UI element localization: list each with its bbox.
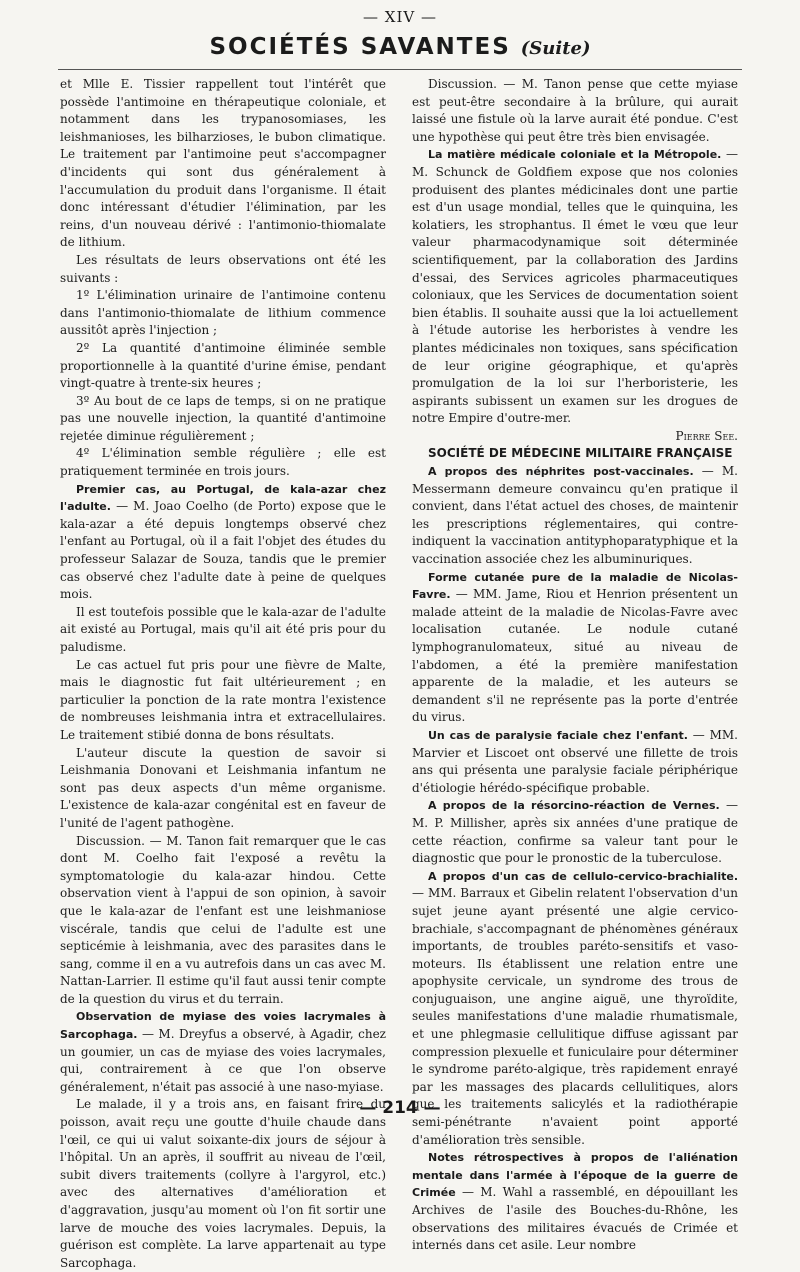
article-entry <box>412 146 738 428</box>
article-heading: Forme cutanée pure de la maladie de Nicolas-Favre. <box>412 570 738 602</box>
article-heading: Un cas de paralysie faciale chez l'enfant. <box>428 728 688 742</box>
article-text: — M. Joao Coelho (de Porto) expose que le kala-azar a été depuis longtemps observé chez l'enfant au Portugal, où il a fait l'objet des études du professeur Salazar de Souza, tandis que le premier cas observé chez l'adulte date à peine de quelques mois. <box>60 499 386 602</box>
paragraph: 2º La quantité d'antimoine éliminée semble proportionnelle à la quantité d'urine émise, pendant vingt-quatre à trente-six heures ; <box>60 340 386 391</box>
article-heading: La matière médicale coloniale et la Métropole. <box>428 148 722 162</box>
article-heading: A propos d'un cas de cellulo-cervico-brachialite. <box>428 869 738 883</box>
article-entry <box>60 481 386 604</box>
left-column <box>60 76 386 1272</box>
title-main: SOCIÉTÉS SAVANTES <box>209 34 511 60</box>
article-entry <box>412 727 738 797</box>
article-heading: Observation de myiase des voies lacrymales à Sarcophaga. <box>60 1010 386 1042</box>
signature: Pierre See. <box>675 428 738 443</box>
page-number: — 214 — <box>359 1098 441 1118</box>
paragraph: L'auteur discute la question de savoir si Leishmania Donovani et Leishmania infantum ne sont pas deux aspects d'un même organisme. L'existence de kala-azar congénital est en faveur de l'unité de l'agent pathogène. <box>60 745 386 830</box>
article-text: — M. Messermann demeure convaincu qu'en pratique il convient, dans l'état actuel des choses, de maintenir les prescriptions réglementaires, qui contre-indiquent la vaccination antityphoparatyphique et la vaccination associée chez les albuminuriques. <box>412 464 738 567</box>
title-suffix: (Suite) <box>520 38 591 59</box>
paragraph: Discussion. — M. Tanon fait remarquer que le cas dont M. Coelho fait l'exposé a revêtu la symptomatologie du kala-azar hindou. Cette observation vient à l'appui de son opinion, à savoir que le kala-azar de l'enfant est une leishmaniose viscérale, tandis que celui de l'adulte est une septicémie à leishmania, avec des parasites dans le sang, comme il en a vu autrefois dans un cas avec M. Nattan-Larrier. Il estime qu'il faut aussi tenir compte de la question du virus et du terrain. <box>60 833 386 1006</box>
article-heading: Premier cas, au Portugal, de kala-azar chez l'adulte. <box>60 482 386 514</box>
article-text: — M. P. Millisher, après six années d'une pratique de cette réaction, confirme sa valeur tant pour le diagnostic que pour le pronostic de la tuberculose. <box>412 798 738 866</box>
right-column <box>412 76 738 1255</box>
article-entry <box>412 797 738 867</box>
article-text: — M. Wahl a rassemblé, en dépouillant les Archives de l'asile des Bouches-du-Rhône, les observations des militaires évacués de Crimée et internés dans cet asile. Leur nombre <box>412 1185 738 1253</box>
page-title <box>0 34 800 60</box>
paragraph: et Mlle E. Tissier rappellent tout l'intérêt que possède l'antimoine en thérapeutique coloniale, et notamment dans les trypanosomiases, les leishmanioses, les bilharzioses, le bubon climatique. Le traitement par l'antimoine peut s'accompagner d'incidents qui sont dus généralement à l'accumulation du produit dans l'organisme. Il était donc intéressant d'étudier l'élimination, par les reins, d'un nouveau dérivé : l'antimonio-thiomalate de lithium. <box>60 77 386 250</box>
section-heading: SOCIÉTÉ DE MÉDECINE MILITAIRE FRANÇAISE <box>428 446 733 461</box>
title-rule <box>58 69 742 70</box>
article-entry <box>412 569 738 727</box>
paragraph: Il est toutefois possible que le kala-azar de l'adulte ait existé au Portugal, mais qu'il ait été pris pour du paludisme. <box>60 604 386 654</box>
article-entry <box>412 463 738 569</box>
roman-page-number: — XIV — <box>363 8 437 26</box>
paragraph: 3º Au bout de ce laps de temps, si on ne pratique pas une nouvelle injection, la quantité d'antimoine rejetée diminue régulièrement ; <box>60 393 386 443</box>
paragraph: 1º L'élimination urinaire de l'antimoine contenu dans l'antimonio-thiomalate de lithium commence aussitôt après l'injection ; <box>60 288 386 338</box>
article-heading: Notes rétrospectives à propos de l'aliénation mentale dans l'armée à l'époque de la guerre de Crimée <box>412 1151 738 1200</box>
paragraph: 4º L'élimination semble régulière ; elle est pratiquement terminée en trois jours. <box>60 446 386 479</box>
paragraph: Discussion. — M. Tanon pense que cette myiase est peut-être secondaire à la brûlure, qui aurait laissé une fistule où la larve aurait été pondue. C'est une hypothèse qui peut être très bien envisagée. <box>412 77 738 144</box>
paragraph: Les résultats de leurs observations ont été les suivants : <box>60 252 386 285</box>
article-entry <box>60 1008 386 1096</box>
paragraph: Le malade, il y a trois ans, en faisant frire du poisson, avait reçu une goutte d'huile chaude dans l'œil, ce qui ui valut soixante-dix jours de séjour à l'hôpital. Un an après, il souffrit au niveau de l'œil, subit divers traitements (collyre à l'argyrol, etc.) avec des alternatives d'amélioration et d'aggravation, jusqu'au moment où l'on fit sortir une larve de mouche des voies lacrymales. Depuis, la guérison est complète. La larve appartenait au type Sarcophaga. <box>60 1097 386 1270</box>
article-text: — MM. Jame, Riou et Henrion présentent un malade atteint de la maladie de Nicolas-Favre avec localisation cutanée. Le nodule cutané lymphogranulomateux, situé au niveau de l'abdomen, a été la première manifestation apparente de la maladie, et les auteurs se demandent s'il ne représente pas la porte d'entrée du virus. <box>412 587 738 725</box>
article-heading: A propos des néphrites post-vaccinales. <box>428 465 694 479</box>
article-heading: A propos de la résorcino-réaction de Vernes. <box>428 799 720 813</box>
article-text: — MM. Marvier et Liscoet ont observé une fillette de trois ans qui présenta une paralysie faciale périphérique d'étiologie hérédo-spécifique probable. <box>412 727 738 795</box>
article-text: — M. Dreyfus a observé, à Agadir, chez un goumier, un cas de myiase des voies lacrymales, qui, contrairement à ce que l'on observe généralement, n'était pas associé à une naso-myiase. <box>60 1027 386 1094</box>
article-entry <box>412 1149 738 1255</box>
paragraph: Le cas actuel fut pris pour une fièvre de Malte, mais le diagnostic fut fait ultérieurement ; en particulier la ponction de la rate montra l'existence de nombreuses leishmania intra et extracellulaires. Le traitement stibié donna de bons résultats. <box>60 657 386 742</box>
article-text: — MM. Barraux et Gibelin relatent l'observation d'un sujet jeune ayant présenté une algie cervico-brachiale, s'accompagnant de phénomènes généraux importants, de troubles paréto-sensitifs et vaso-moteurs. Ils établissent une relation entre une apophysite cervicale, un syndrome des trous de conjuguaison, une angine aiguë, une thyroïdite, seules manifestations d'une maladie rhumatismale, et une phlegmasie cellulitique diffuse agissant par compression plexuelle et funiculaire pour déterminer le syndrome paréto-algique, très rapidement enrayé par les massages des placards cellulitiques, alors que les traitements salicylés et la radiothérapie semi-pénétrante n'avaient point apporté d'amélioration très sensible. <box>412 886 738 1147</box>
article-text: — M. Schunck de Goldfiem expose que nos colonies produisent des plantes médicinales dont une partie est d'un usage mondial, telles que le quinquina, les kolatiers, les strophantus. Il émet le vœu que leur valeur pharmacodynamique soit déterminée scientifiquement, par la collaboration des Jardins d'essai, des Services agricoles pharmaceutiques coloniaux, que les Services de documentation soient bien établis. Il souhaite aussi que la loi actuellement à l'étude autorise les herboristes à vendre les plantes médicinales non toxiques, sans spécification de leur origine géographique, et qu'après promulgation de la loi sur l'herboristerie, les aspirants subissent un examen sur les drogues de notre Empire d'outre-mer. <box>412 147 738 426</box>
